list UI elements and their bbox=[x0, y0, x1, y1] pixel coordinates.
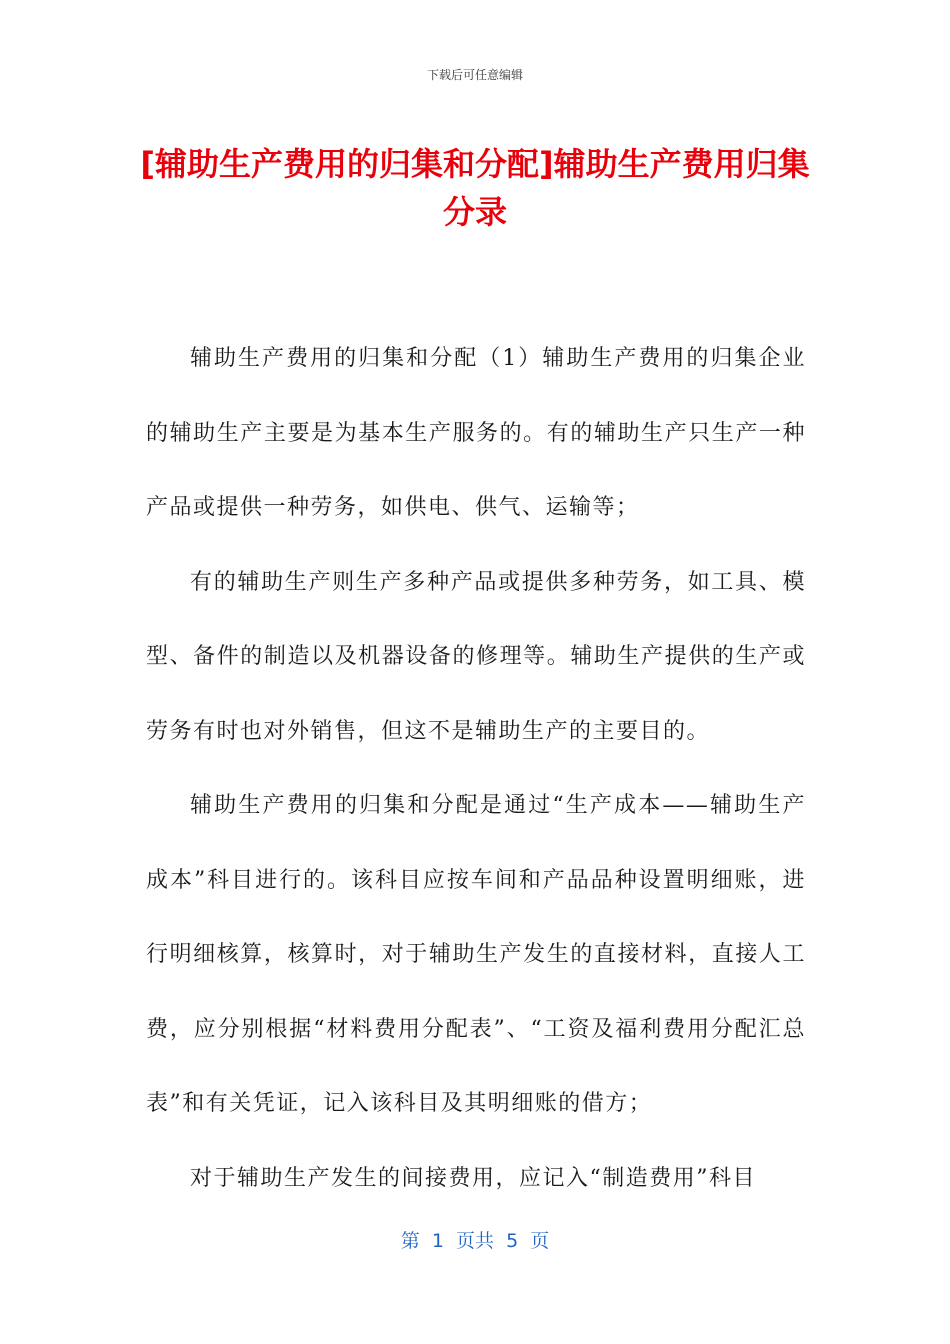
document-title: [辅助生产费用的归集和分配]辅助生产费用归集分录 bbox=[140, 145, 810, 231]
page-footer: 第 1 页共 5 页 bbox=[400, 1230, 550, 1252]
document-body bbox=[146, 322, 806, 1216]
paragraph: 辅助生产费用的归集和分配是通过“生产成本——辅助生产成本”科目进行的。该科目应按车间和产品品种设置明细账，进行明细核算，核算时，对于辅助生产发生的直接材料，直接人工费，应分别根据“材料费用分配表”、“工资及福利费用分配汇总表”和有关凭证，记入该科目及其明细账的借方； bbox=[146, 793, 806, 1116]
paragraph: 对于辅助生产发生的间接费用，应记入“制造费用”科目 bbox=[190, 1165, 756, 1191]
paragraph: 辅助生产费用的归集和分配（1）辅助生产费用的归集企业的辅助生产主要是为基本生产服务的。有的辅助生产只生产一种产品或提供一种劳务，如供电、供气、运输等； bbox=[146, 346, 806, 520]
paragraph: 有的辅助生产则生产多种产品或提供多种劳务，如工具、模型、备件的制造以及机器设备的修理等。辅助生产提供的生产或劳务有时也对外销售，但这不是辅助生产的主要目的。 bbox=[146, 569, 806, 744]
header-note: 下载后可任意编辑 bbox=[426, 68, 523, 82]
